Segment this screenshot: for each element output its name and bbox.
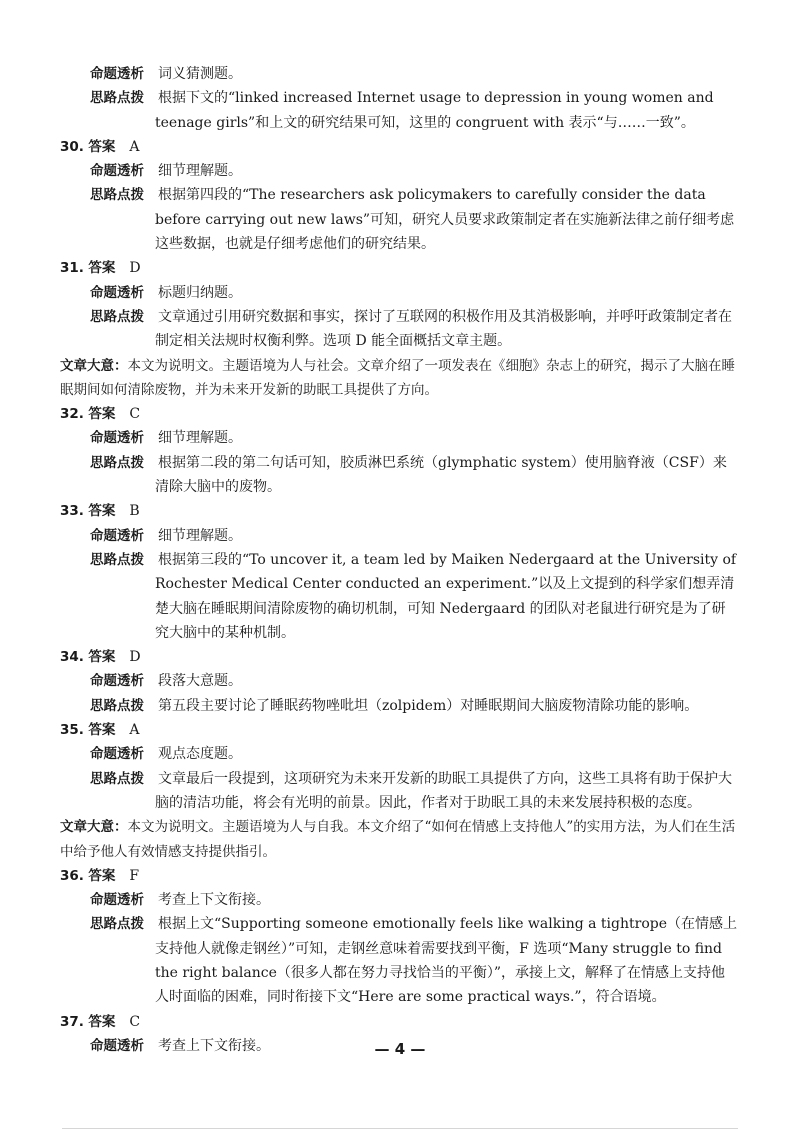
tip-text: 文章最后一段提到，这项研究为未来开发新的助眠工具提供了方向，这些工具将有助于保护大脑的清洁功能，将会有光明的前景。因此，作者对于助眠工具的未来发展持积极的态度。 <box>155 770 732 811</box>
analysis-label: 命题透析 <box>90 1037 144 1054</box>
analysis-label: 命题透析 <box>90 746 144 763</box>
analysis-31 <box>60 281 738 305</box>
analysis-text: 考查上下文衔接。 <box>158 1037 270 1054</box>
analysis-label: 命题透析 <box>90 892 144 909</box>
tip-text: 文章通过引用研究数据和事实，探讨了互联网的积极作用及其消极影响，并呼吁政策制定者在制定相关法规时权衡利弊。选项 D 能全面概括文章主题。 <box>155 308 732 350</box>
tip-label: 思路点拨 <box>90 90 144 107</box>
question-number: 34. <box>60 649 84 666</box>
intro-tip <box>60 86 738 135</box>
analysis-text: 细节理解题。 <box>158 163 242 180</box>
bottom-divider <box>62 1128 738 1129</box>
answer-label: 答案 <box>88 649 116 666</box>
tip-label: 思路点拨 <box>90 454 144 471</box>
tip-label: 思路点拨 <box>90 770 144 787</box>
tip-text: 根据第四段的“The researchers ask policymakers to carefully consider the data before carrying out new laws”可知，研究人员要求政策制定者在实施新法律之前仔细考虑这些数据，也就是仔细考虑他们的研究结果。 <box>155 187 735 253</box>
tip-text: 根据第二段的第二句话可知，胶质淋巴系统（glymphatic system）使用脑脊液（CSF）来清除大脑中的废物。 <box>155 454 727 496</box>
tip-text: 根据上文“Supporting someone emotionally feels like walking a tightrope（在情感上支持他人就像走钢丝）”可知，走钢丝意味着需要找到平衡，F 选项“Many struggle to find the right balance（很多人都在努力寻找恰当的平衡）”，承接上文，解释了在情感上支持他人时面临的困难，同时衔接下文“Here are some practical ways.”，符合语境。 <box>155 916 738 1006</box>
analysis-label: 命题透析 <box>90 284 144 301</box>
answer-30 <box>60 135 738 159</box>
tip-label: 思路点拨 <box>90 551 144 568</box>
analysis-34 <box>60 669 738 693</box>
question-number: 32. <box>60 406 84 423</box>
answer-37 <box>60 1010 738 1034</box>
question-number: 33. <box>60 503 84 520</box>
tip-text: 根据第三段的“To uncover it, a team led by Maiken Nedergaard at the University of Rochester Medical Center conducted an experiment.”以及上文提到的科学家们想弄清楚大脑在睡眠期间清除废物的确切机制，可知 Nedergaard 的团队对老鼠进行研究是为了研究大脑中的某种机制。 <box>155 551 737 641</box>
analysis-label: 命题透析 <box>90 163 144 180</box>
summary-text: 本文为说明文。主题语境为人与社会。文章介绍了一项发表在《细胞》杂志上的研究，揭示了大脑在睡眠期间如何清除废物，并为未来开发新的助眠工具提供了方向。 <box>60 357 735 398</box>
answer-label: 答案 <box>88 867 116 884</box>
tip-33 <box>60 548 738 645</box>
analysis-text: 细节理解题。 <box>158 430 242 447</box>
analysis-label: 命题透析 <box>90 527 144 544</box>
tip-34 <box>60 694 738 718</box>
analysis-35 <box>60 742 738 766</box>
question-number: 37. <box>60 1013 84 1030</box>
tip-label: 思路点拨 <box>90 308 144 325</box>
analysis-label: 命题透析 <box>90 673 144 690</box>
answer-value: B <box>129 503 140 520</box>
answer-33 <box>60 499 738 523</box>
question-number: 35. <box>60 722 84 739</box>
question-number: 30. <box>60 138 84 155</box>
answer-36 <box>60 864 738 888</box>
article-summary-1 <box>60 354 738 403</box>
question-number: 36. <box>60 867 84 884</box>
answer-label: 答案 <box>88 406 116 423</box>
answer-value: D <box>129 260 141 277</box>
analysis-36 <box>60 888 738 912</box>
answer-label: 答案 <box>88 503 116 520</box>
analysis-label: 命题透析 <box>90 430 144 447</box>
tip-32 <box>60 451 738 500</box>
answer-label: 答案 <box>88 138 116 155</box>
answer-34 <box>60 645 738 669</box>
analysis-32 <box>60 426 738 450</box>
tip-31 <box>60 305 738 354</box>
answer-value: A <box>129 722 140 739</box>
answer-value: C <box>129 1013 141 1030</box>
analysis-label: 命题透析 <box>90 66 144 82</box>
analysis-text: 观点态度题。 <box>158 746 242 763</box>
answer-value: A <box>129 138 140 155</box>
analysis-text: 词义猜测题。 <box>158 66 242 82</box>
intro-analysis <box>60 62 738 86</box>
answer-35 <box>60 718 738 742</box>
answer-value: F <box>129 867 140 884</box>
analysis-text: 考查上下文衔接。 <box>158 892 270 909</box>
tip-36 <box>60 912 738 1009</box>
article-summary-2 <box>60 815 738 864</box>
answer-label: 答案 <box>88 722 116 739</box>
page-number: — 4 — <box>374 1040 426 1058</box>
analysis-text: 细节理解题。 <box>158 527 242 544</box>
answer-label: 答案 <box>88 1013 116 1030</box>
tip-35 <box>60 767 738 816</box>
page-content <box>60 62 738 1058</box>
answer-value: C <box>129 406 141 423</box>
tip-text: 第五段主要讨论了睡眠药物唑吡坦（zolpidem）对睡眠期间大脑废物清除功能的影响。 <box>158 697 699 714</box>
tip-label: 思路点拨 <box>90 916 144 933</box>
analysis-30 <box>60 159 738 183</box>
summary-label: 文章大意： <box>60 819 128 836</box>
tip-30 <box>60 183 738 256</box>
answer-value: D <box>129 649 141 666</box>
summary-text: 本文为说明文。主题语境为人与自我。本文介绍了“如何在情感上支持他人”的实用方法，为人们在生活中给予他人有效情感支持提供指引。 <box>60 819 736 860</box>
analysis-text: 段落大意题。 <box>158 673 242 690</box>
answer-31 <box>60 256 738 280</box>
analysis-33 <box>60 524 738 548</box>
tip-label: 思路点拨 <box>90 187 144 204</box>
tip-text: 根据下文的“linked increased Internet usage to depression in young women and teenage girls”和上文的研究结果可知，这里的 congruent with 表示“与……一致”。 <box>155 90 714 131</box>
question-number: 31. <box>60 260 84 277</box>
summary-label: 文章大意： <box>60 357 128 374</box>
answer-label: 答案 <box>88 260 116 277</box>
tip-label: 思路点拨 <box>90 697 144 714</box>
analysis-text: 标题归纳题。 <box>158 284 242 301</box>
answer-32 <box>60 402 738 426</box>
